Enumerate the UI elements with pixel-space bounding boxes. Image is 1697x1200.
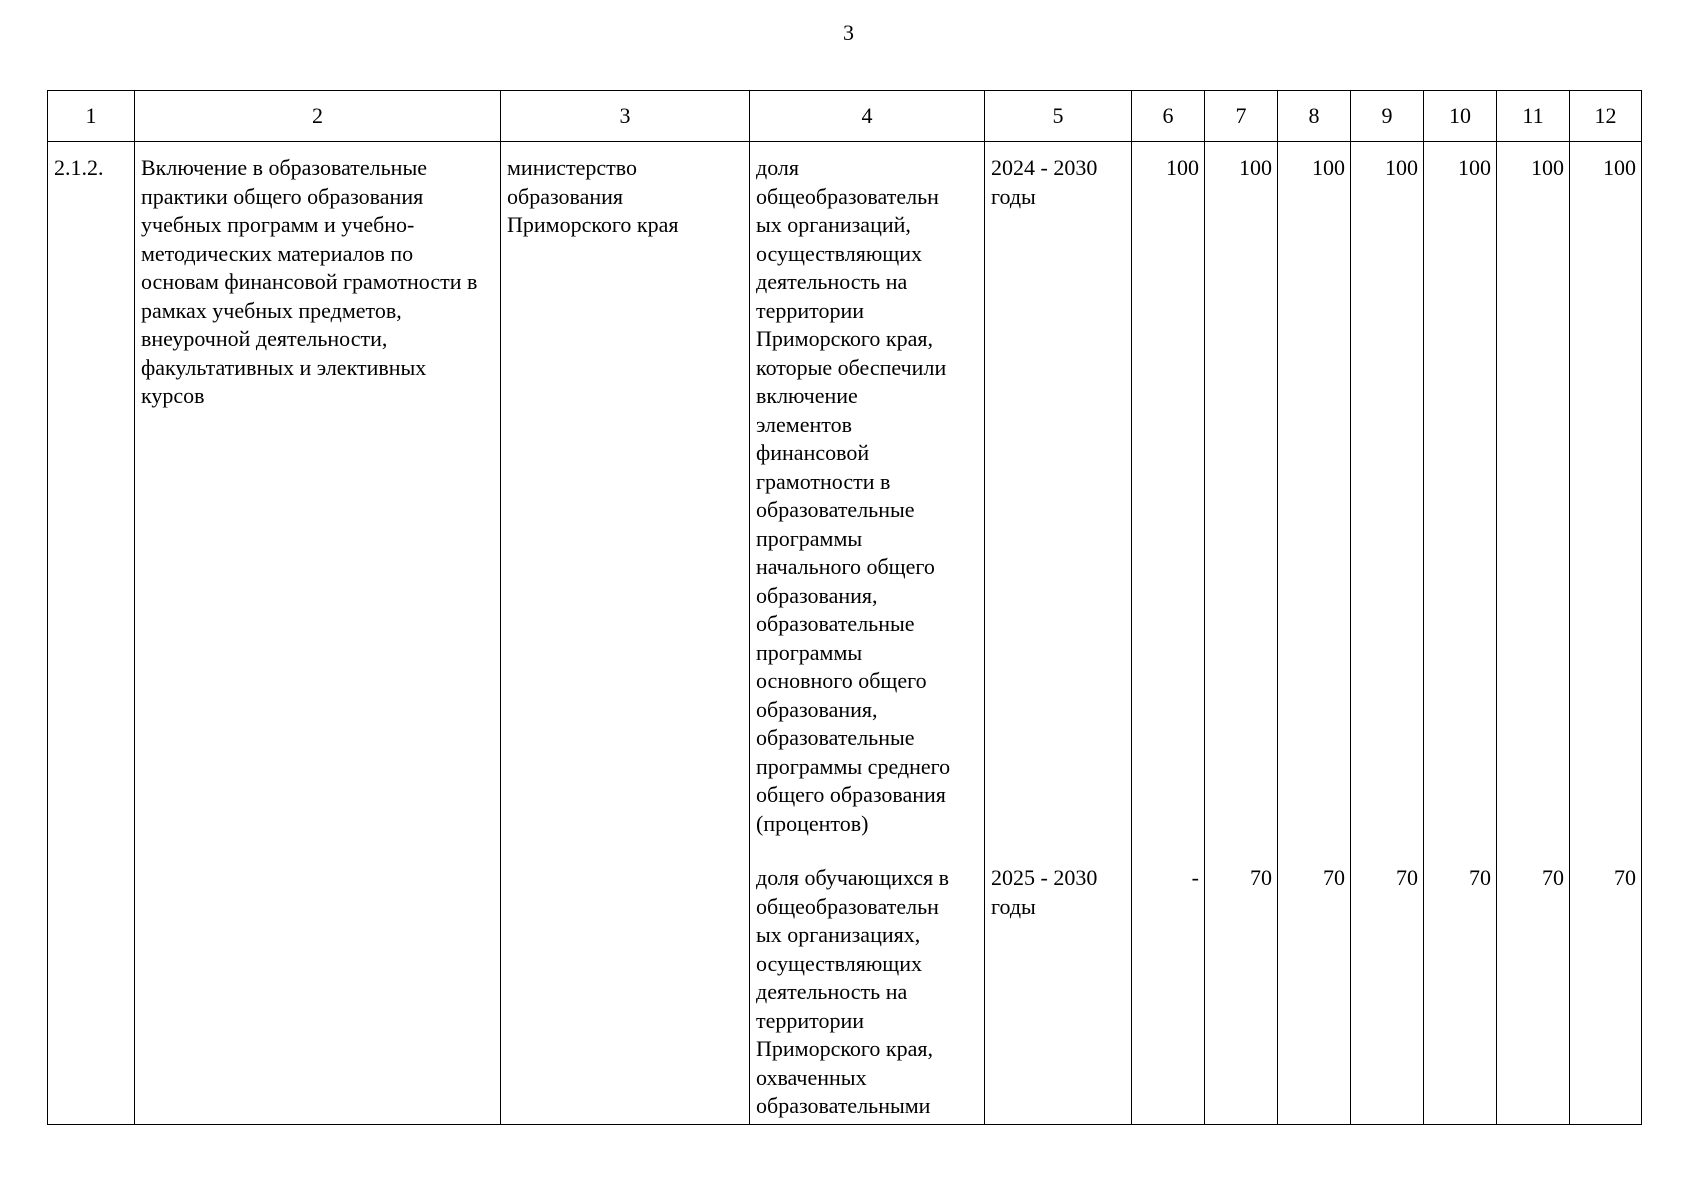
value-cell-col12 — [1570, 142, 1642, 1125]
value: 70 — [1323, 865, 1345, 890]
column-header: 4 — [750, 91, 985, 142]
text-line: элементов — [756, 411, 852, 437]
value: 100 — [1385, 155, 1418, 180]
measure-text: Включение в образовательные практики общего образования учебных программ и учебно-методических материалов по основам финансовой грамотности в рамках учебных предметов, внеурочной деятельности, факультативных и элективных курсов — [141, 155, 478, 408]
text-line: грамотности в — [756, 468, 891, 494]
period-line: годы — [991, 893, 1036, 919]
text-line: образовательные — [756, 611, 915, 636]
period-cell — [985, 142, 1132, 1125]
indicator-cell — [750, 142, 985, 1125]
text-line: программы — [756, 525, 863, 551]
column-header: 8 — [1278, 91, 1351, 142]
value: - — [1191, 865, 1199, 890]
period-2 — [985, 864, 1131, 921]
column-header: 3 — [501, 91, 750, 142]
text-line: доля — [756, 155, 800, 180]
text-line: территории — [756, 297, 865, 323]
text-line: образовательные — [756, 497, 915, 522]
column-header: 1 — [48, 91, 135, 142]
column-header: 7 — [1205, 91, 1278, 142]
text-line: образования, — [756, 582, 878, 608]
value: 70 — [1396, 865, 1418, 890]
executor-text — [501, 142, 749, 240]
text-line: основного общего — [756, 668, 927, 693]
text-line: которые обеспечили — [756, 354, 947, 380]
executor-cell — [501, 142, 750, 1125]
column-header: 6 — [1132, 91, 1205, 142]
value-cell-col10 — [1424, 142, 1497, 1125]
text-line: общеобразовательн — [756, 893, 939, 919]
text-line: ых организаций, — [756, 212, 911, 237]
period-1 — [985, 142, 1131, 864]
period-line: годы — [991, 183, 1036, 209]
value: 100 — [1239, 155, 1272, 180]
text-line: программы — [756, 639, 863, 665]
indicator-1-text — [750, 142, 984, 864]
column-header: 2 — [135, 91, 501, 142]
table-row — [48, 142, 1642, 1125]
text-line: финансовой — [756, 440, 870, 465]
value-cell-col8 — [1278, 142, 1351, 1125]
value-cell-col11 — [1497, 142, 1570, 1125]
value-cell-col9 — [1351, 142, 1424, 1125]
value: 100 — [1531, 155, 1564, 180]
value: 100 — [1312, 155, 1345, 180]
text-line: доля обучающихся в — [756, 865, 949, 890]
text-line: образовательными — [756, 1093, 931, 1118]
row-id-cell — [48, 142, 135, 1125]
header-row — [48, 91, 1642, 142]
value: 70 — [1542, 865, 1564, 890]
text-line: территории — [756, 1007, 865, 1033]
text-line: включение — [756, 383, 858, 408]
value: 70 — [1250, 865, 1272, 890]
text-line: общего образования — [756, 782, 946, 807]
column-header: 10 — [1424, 91, 1497, 142]
column-header: 11 — [1497, 91, 1570, 142]
text-line: осуществляющих — [756, 240, 922, 266]
value: 100 — [1458, 155, 1491, 180]
row-id: 2.1.2. — [54, 155, 104, 180]
text-line: Приморского края, — [756, 326, 933, 351]
text-line: образовательные — [756, 725, 915, 750]
text-line: (процентов) — [756, 810, 869, 836]
value: 100 — [1603, 155, 1636, 180]
value: 100 — [1166, 155, 1199, 180]
text-line: охваченных — [756, 1064, 867, 1090]
value-cell-col6 — [1132, 142, 1205, 1125]
value: 70 — [1614, 865, 1636, 890]
text-line: деятельность на — [756, 269, 908, 294]
period-line: 2025 - 2030 — [991, 865, 1098, 890]
executor-line: образования — [507, 183, 624, 209]
executor-line: министерство — [507, 155, 638, 180]
executor-line: Приморского края — [507, 212, 679, 237]
column-header: 9 — [1351, 91, 1424, 142]
indicators-table — [47, 90, 1642, 1125]
text-line: общеобразовательн — [756, 183, 939, 209]
text-line: деятельность на — [756, 979, 908, 1004]
text-line: осуществляющих — [756, 950, 922, 976]
indicator-2-text — [750, 864, 984, 1121]
value-cell-col7 — [1205, 142, 1278, 1125]
column-header: 12 — [1570, 91, 1642, 142]
text-line: программы среднего — [756, 753, 951, 779]
text-line: Приморского края, — [756, 1036, 933, 1061]
text-line: начального общего — [756, 554, 935, 579]
text-line: ых организациях, — [756, 922, 921, 947]
period-line: 2024 - 2030 — [991, 155, 1098, 180]
measure-cell — [135, 142, 501, 1125]
page-number: 3 — [843, 20, 854, 45]
value: 70 — [1469, 865, 1491, 890]
text-line: образования, — [756, 696, 878, 722]
column-header: 5 — [985, 91, 1132, 142]
